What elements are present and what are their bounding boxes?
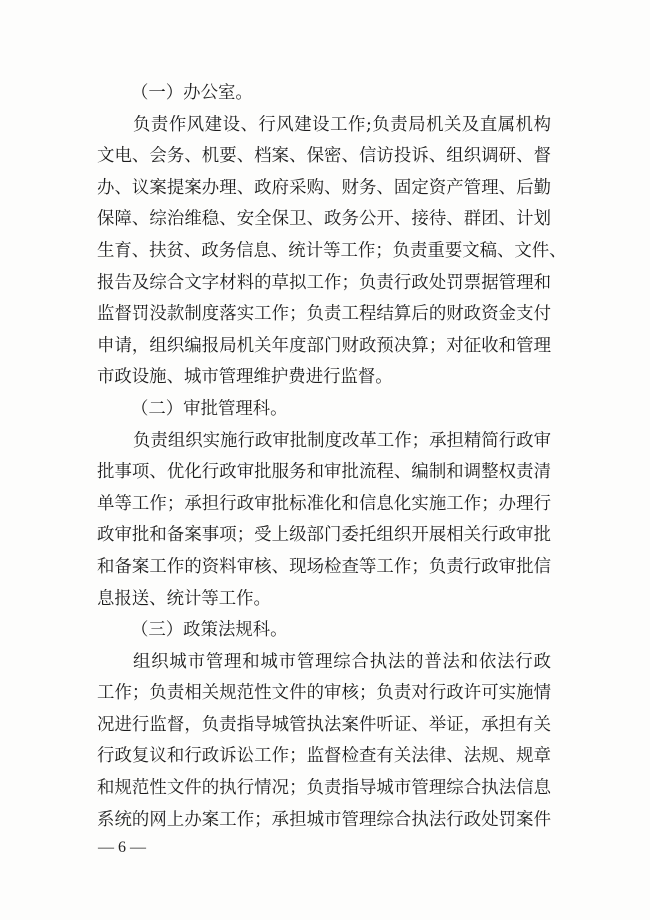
paragraph-line: 生育、扶贫、政务信息、统计等工作；负责重要文稿、文件、 bbox=[97, 240, 567, 261]
paragraph-line: 保障、综治维稳、安全保卫、政务公开、接待、群团、计划 bbox=[97, 209, 551, 230]
paragraph-line: 监督罚没款制度落实工作；负责工程结算后的财政资金支付 bbox=[97, 304, 551, 325]
paragraph-line: 市政设施、城市管理维护费进行监督。 bbox=[97, 367, 393, 388]
paragraph-line: 负责作风建设、行风建设工作;负责局机关及直属机构 bbox=[133, 114, 551, 135]
paragraph-line: 和备案工作的资料审核、现场检查等工作；负责行政审批信 bbox=[97, 556, 551, 577]
paragraph-line: 行政复议和行政诉讼工作；监督检查有关法律、法规、规章 bbox=[97, 746, 551, 767]
paragraph-line: 况进行监督，负责指导城管执法案件听证、举证，承担有关 bbox=[97, 714, 551, 735]
page-number: — 6 — bbox=[98, 839, 146, 856]
paragraph-line: 批事项、优化行政审批服务和审批流程、编制和调整权责清 bbox=[97, 462, 551, 483]
paragraph-line: 政审批和备案事项；受上级部门委托组织开展相关行政审批 bbox=[97, 525, 551, 546]
document-body bbox=[97, 78, 567, 836]
paragraph-line: 报告及综合文字材料的草拟工作；负责行政处罚票据管理和 bbox=[97, 272, 551, 293]
paragraph-line: 系统的网上办案工作；承担城市管理综合执法行政处罚案件 bbox=[97, 809, 551, 830]
paragraph-line: 文电、会务、机要、档案、保密、信访投诉、组织调研、督 bbox=[97, 146, 551, 167]
paragraph-line: 工作；负责相关规范性文件的审核；负责对行政许可实施情 bbox=[97, 683, 551, 704]
paragraph-line: 组织城市管理和城市管理综合执法的普法和依法行政 bbox=[133, 651, 551, 672]
section-heading-policy-law: （三）政策法规科。 bbox=[131, 620, 288, 641]
paragraph-line: 申请，组织编报局机关年度部门财政预决算；对征收和管理 bbox=[97, 335, 551, 356]
paragraph-line: 息报送、统计等工作。 bbox=[97, 588, 271, 609]
paragraph-line: 办、议案提案办理、政府采购、财务、固定资产管理、后勤 bbox=[97, 177, 551, 198]
paragraph-line: 负责组织实施行政审批制度改革工作；承担精简行政审 bbox=[133, 430, 551, 451]
section-heading-approval: （二）审批管理科。 bbox=[131, 398, 288, 419]
paragraph-line: 单等工作；承担行政审批标准化和信息化实施工作；办理行 bbox=[97, 493, 551, 514]
section-heading-office: （一）办公室。 bbox=[131, 83, 253, 103]
paragraph-line: 和规范性文件的执行情况；负责指导城市管理综合执法信息 bbox=[97, 778, 551, 799]
